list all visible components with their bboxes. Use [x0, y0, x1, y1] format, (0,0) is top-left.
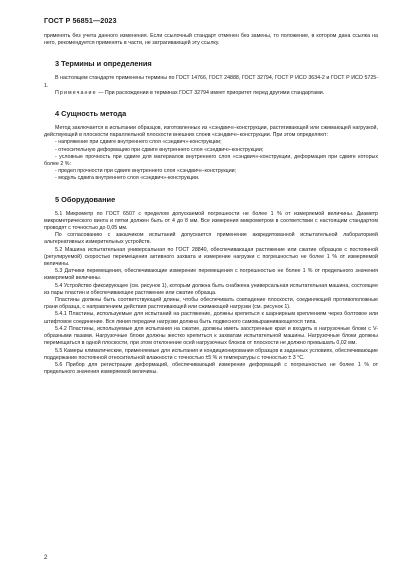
section-4-list-item: - относительную деформацию при сдвиге внутреннего слоя «сэндвич»-конструкции;	[55, 146, 264, 153]
section-5-heading: 5 Оборудование	[55, 194, 116, 204]
section-4-paragraph: Метод заключается в испытании образцов, изготовленных из «сэндвич»-конструкции, растягивающей или сжимающей нагрузкой, действующей в плоскости параллельной плоскости внешних слоев «сэндвич»-конструкции. При этом определяют:	[44, 125, 378, 139]
clause-5-4-1: 5.4.1 Пластины, используемые для испытаний на растяжение, должны крепиться к шарнирным креплениям через болтовое или штифтовое соединение. Вся линия передачи нагрузки должна быть подвесного самовыравнивающегося типа.	[44, 311, 378, 325]
section-4-heading: 4 Сущность метода	[55, 109, 127, 119]
clause-5-6: 5.6 Прибор для регистрации деформаций, обеспечивающий измерение деформаций с погрешностью не более 1 % от предельного значения измеряемой величины.	[44, 361, 378, 376]
clause-5-1: 5.1 Микрометр по ГОСТ 6507 с пределом допускаемой погрешности не более 1 % от измеряемой величины. Диаметр микрометрического винта и пятки должен быть от 4 до 8 мм. Все измерения микрометром в соответствии с настоящим стандартом проводят с точностью до 0,05 мм.	[44, 210, 378, 232]
page-body	[44, 33, 378, 376]
section-3-paragraph: В настоящем стандарте применены термины по ГОСТ 14766, ГОСТ 24888, ГОСТ 32794, ГОСТ Р ИСО 3634-2 и ГОСТ Р ИСО 5725-1.	[44, 75, 378, 89]
page-number: 2	[44, 555, 48, 561]
clause-5-1-note-paragraph: По согласованию с заказчиком испытаний допускается применение аккредитованной испытательной лабораторией альтернативных измерительных устройств.	[44, 232, 378, 246]
section-3-heading: 3 Термины и определения	[55, 59, 152, 69]
section-4-list-item: - модуль сдвига внутреннего слоя «сэндвич»-конструкции.	[55, 175, 200, 182]
page-header-standard-id: ГОСТ Р 56851—2023	[44, 16, 117, 25]
clause-5-4-paragraph: Пластины должны быть соответствующей длины, чтобы обеспечивать совпадение плоскости, соединяющей противоположные грани образца, с направлением действия растягивающей или сжимающей нагрузки (см. рисунок 1).	[44, 297, 378, 311]
clause-5-4: 5.4 Устройство фиксирующее (см. рисунок 1), которым должна быть снабжена универсальная испытательная машина, состоящее из пары пластин и обеспечивающее растяжение или сжатие образца.	[44, 282, 378, 296]
clause-5-4-2: 5.4.2 Пластины, используемые для испытания на сжатие, должны иметь заостренные края и входить в нагрузочные блоки с V-образными пазами. Нагрузочные блоки должны жестко крепиться к захватам испытательной машины. Нагрузочные блоки должны перемещаться в одной плоскости, при этом отклонение осей нагрузочных блоков от плоскости не должно превышать 0,02 мм.	[44, 325, 378, 347]
intro-paragraph: применять без учета данного изменения. Если ссылочный стандарт отменен без замены, то положение, в котором дана ссылка на него, рекомендуется применять в части, не затрагивающей эту ссылку.	[44, 33, 378, 47]
section-4-list-item: - напряжение при сдвиге внутреннего слоя «сэндвич»-конструкции;	[55, 139, 222, 146]
clause-5-2: 5.2 Машина испытательная универсальная по ГОСТ 28840, обеспечивающая растяжение или сжатие образцов с постоянной (регулируемой) скоростью перемещения активного захвата и измерение нагрузки с погрешностью не более 1 % от измеряемой величины.	[44, 246, 378, 268]
note-label: Примечание	[55, 89, 97, 96]
section-4-list-item: - предел прочности при сдвиге внутреннего слоя «сэндвич»-конструкции;	[55, 168, 237, 175]
clause-5-5: 5.5 Камеры климатические, применяемые для испытания и кондиционирования образцов в заданных условиях, обеспечивающие поддержание постоянной относительной влажности с точностью ±5 % и температуры с точностью ± 3 °С.	[44, 347, 378, 361]
clause-5-3: 5.3 Датчики перемещения, обеспечивающие измерение перемещения с погрешностью не более 1 % от предельного значения измеряемой величины.	[44, 268, 378, 282]
section-3-note	[44, 90, 378, 97]
note-text: — При расхождении в терминах ГОСТ 32794 имеет приоритет перед другими стандартами.	[96, 89, 325, 96]
section-4-list-item: - условные прочность при сдвиге для материалов внутреннего слоя «сэндвич»-конструкции, деформация при сдвиге которых более 2 %:	[44, 153, 378, 168]
